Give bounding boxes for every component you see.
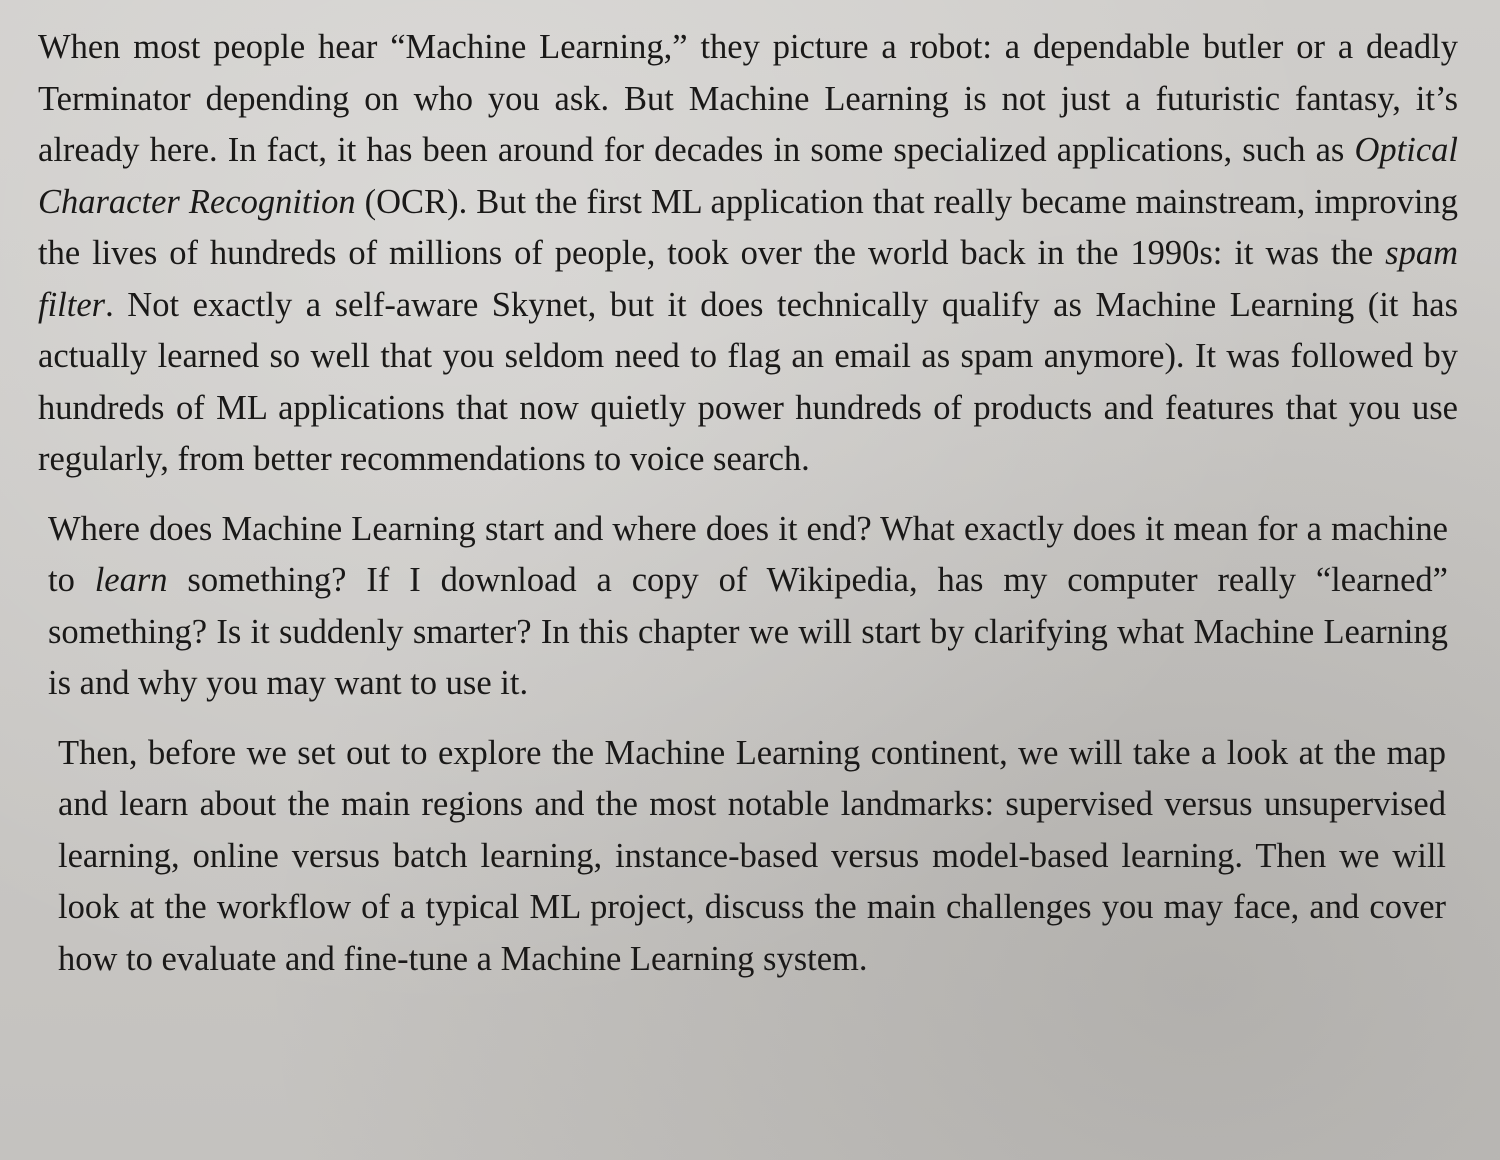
text-segment: When most people hear “Machine Learning,” they picture a robot: a dependable butler or a deadly Terminator depending on who you ask. But Machine Learning is not just a futuristic fantasy, it’s already here. In fact, it has been around for decades in some specialized applications, such as (38, 28, 1458, 169)
paragraph-overview (58, 728, 1446, 986)
text-segment: something? If I download a copy of Wikipedia, has my computer really “learned” something? Is it suddenly smarter? In this chapter we will start by clarifying what Machine Learning is and why you may want to use it. (48, 561, 1448, 702)
italic-term-ocr: Optical Character Recognition (38, 131, 1458, 221)
text-segment: Where does Machine Learning start and where does it end? What exactly does it mean for a machine to (48, 509, 1448, 599)
text-segment: . Not exactly a self-aware Skynet, but it does technically qualify as Machine Learning (it has actually learned so well that you seldom need to flag an email as spam anymore). It was followed by hundreds of ML applications that now quietly power hundreds of products and features that you use regularly, from better recommendations to voice search. (38, 285, 1458, 478)
book-page (38, 22, 1458, 985)
italic-term-spam-filter: spam filter (38, 234, 1458, 324)
paragraph-questions (48, 504, 1448, 710)
italic-term-learn: learn (94, 561, 168, 599)
paragraph-intro (38, 22, 1458, 486)
text-segment: Then, before we set out to explore the Machine Learning continent, we will take a look at the map and learn about the main regions and the most notable landmarks: supervised versus unsupervised learning, online versus batch learning, instance-based versus model-based learning. Then we will look at the workflow of a typical ML project, discuss the main challenges you may face, and cover how to evaluate and fine-tune a Machine Learning system. (58, 733, 1446, 978)
text-segment: (OCR). But the first ML application that really became mainstream, improving the lives of hundreds of millions of people, took over the world back in the 1990s: it was the (38, 182, 1458, 272)
